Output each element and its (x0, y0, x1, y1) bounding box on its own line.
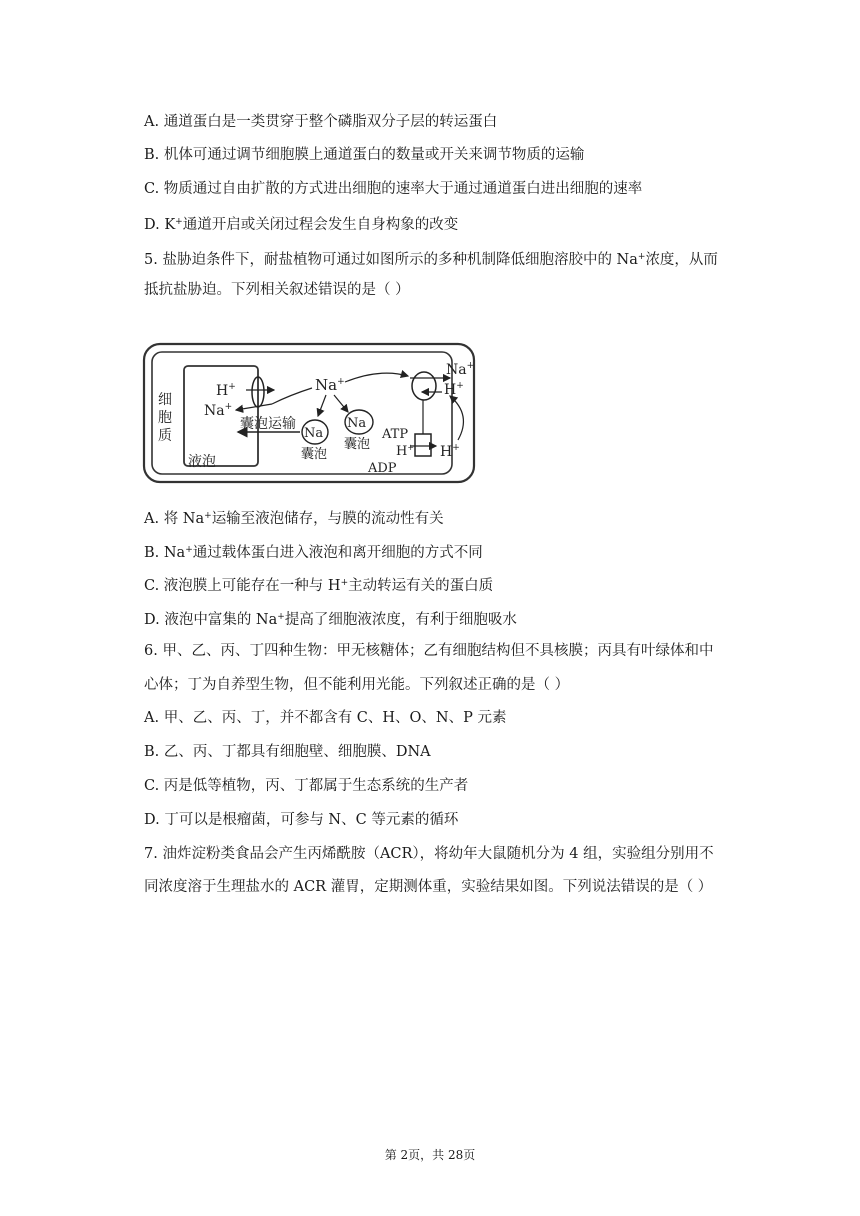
q6-stem-line2: 心体；丁为自养型生物，但不能利用光能。下列叙述正确的是（ ） (144, 677, 570, 693)
cytoplasm-label-3: 质 (158, 428, 172, 444)
vacuole-label: 液泡 (188, 454, 216, 470)
q4-option-d: D. K+通道开启或关闭过程会发生自身构象的改变 (144, 217, 459, 233)
pump-h-label: H+ (396, 443, 415, 459)
outside-h-pump-label: H+ (440, 443, 460, 460)
page-footer: 第 2页，共 28页 (384, 1148, 476, 1162)
q5-option-d: D. 液泡中富集的 Na+提高了细胞液浓度，有利于细胞吸水 (144, 612, 517, 628)
cytosol-na-label: Na+ (315, 376, 345, 394)
atp-label: ATP (382, 427, 409, 442)
q4-option-c: C. 物质通过自由扩散的方式进出细胞的速率大于通过通道蛋白进出细胞的速率 (144, 181, 643, 197)
q4-option-b: B. 机体可通过调节细胞膜上通道蛋白的数量或开关来调节物质的运输 (144, 147, 585, 163)
outside-h-label: H+ (444, 381, 464, 398)
vacuole-h-label: H+ (216, 382, 236, 399)
outside-na-label: Na+ (446, 361, 475, 378)
q5-stem-line2: 抵抗盐胁迫。下列相关叙述错误的是（ ） (144, 282, 410, 298)
q7-stem-line1: 7. 油炸淀粉类食品会产生丙烯酰胺（ACR），将幼年大鼠随机分为 4 组，实验组分别用不 (144, 846, 714, 862)
q6-option-c: C. 丙是低等植物，丙、丁都属于生态系统的生产者 (144, 778, 469, 794)
vesicle-label-1: 囊泡 (301, 447, 328, 462)
q4-option-a: A. 通道蛋白是一类贯穿于整个磷脂双分子层的转运蛋白 (144, 114, 498, 130)
vesicle-transport-label: 囊泡运输 (240, 416, 296, 432)
vesicle-na-2: Na (347, 416, 367, 431)
q5-option-b: B. Na+通过载体蛋白进入液泡和离开细胞的方式不同 (144, 545, 483, 561)
cytoplasm-label-1: 细 (158, 392, 172, 408)
q6-option-b: B. 乙、丙、丁都具有细胞壁、细胞膜、DNA (144, 744, 431, 760)
q5-option-c: C. 液泡膜上可能存在一种与 H+主动转运有关的蛋白质 (144, 578, 494, 594)
q6-option-a: A. 甲、乙、丙、丁，并不都含有 C、H、O、N、P 元素 (144, 710, 507, 726)
q6-stem-line1: 6. 甲、乙、丙、丁四种生物：甲无核糖体；乙有细胞结构但不具核膜；丙具有叶绿体和中 (144, 643, 714, 659)
adp-label: ADP (368, 461, 397, 476)
cytoplasm-label-2: 胞 (158, 410, 172, 426)
q6-option-d: D. 丁可以是根瘤菌，可参与 N、C 等元素的循环 (144, 812, 459, 828)
vesicle-label-2: 囊泡 (344, 437, 371, 452)
q7-stem-line2: 同浓度溶于生理盐水的 ACR 灌胃，定期测体重，实验结果如图。下列说法错误的是（ ） (144, 879, 713, 895)
membrane-antiporter (412, 372, 436, 400)
proton-pump (415, 434, 431, 456)
q5-option-a: A. 将 Na+运输至液泡储存，与膜的流动性有关 (144, 511, 444, 527)
q5-cell-diagram (140, 340, 490, 488)
q5-stem-line1: 5. 盐胁迫条件下，耐盐植物可通过如图所示的多种机制降低细胞溶胶中的 Na+浓度，从而 (144, 252, 718, 268)
vesicle-na-1: Na (304, 426, 324, 441)
vacuole-na-label: Na+ (204, 402, 233, 419)
